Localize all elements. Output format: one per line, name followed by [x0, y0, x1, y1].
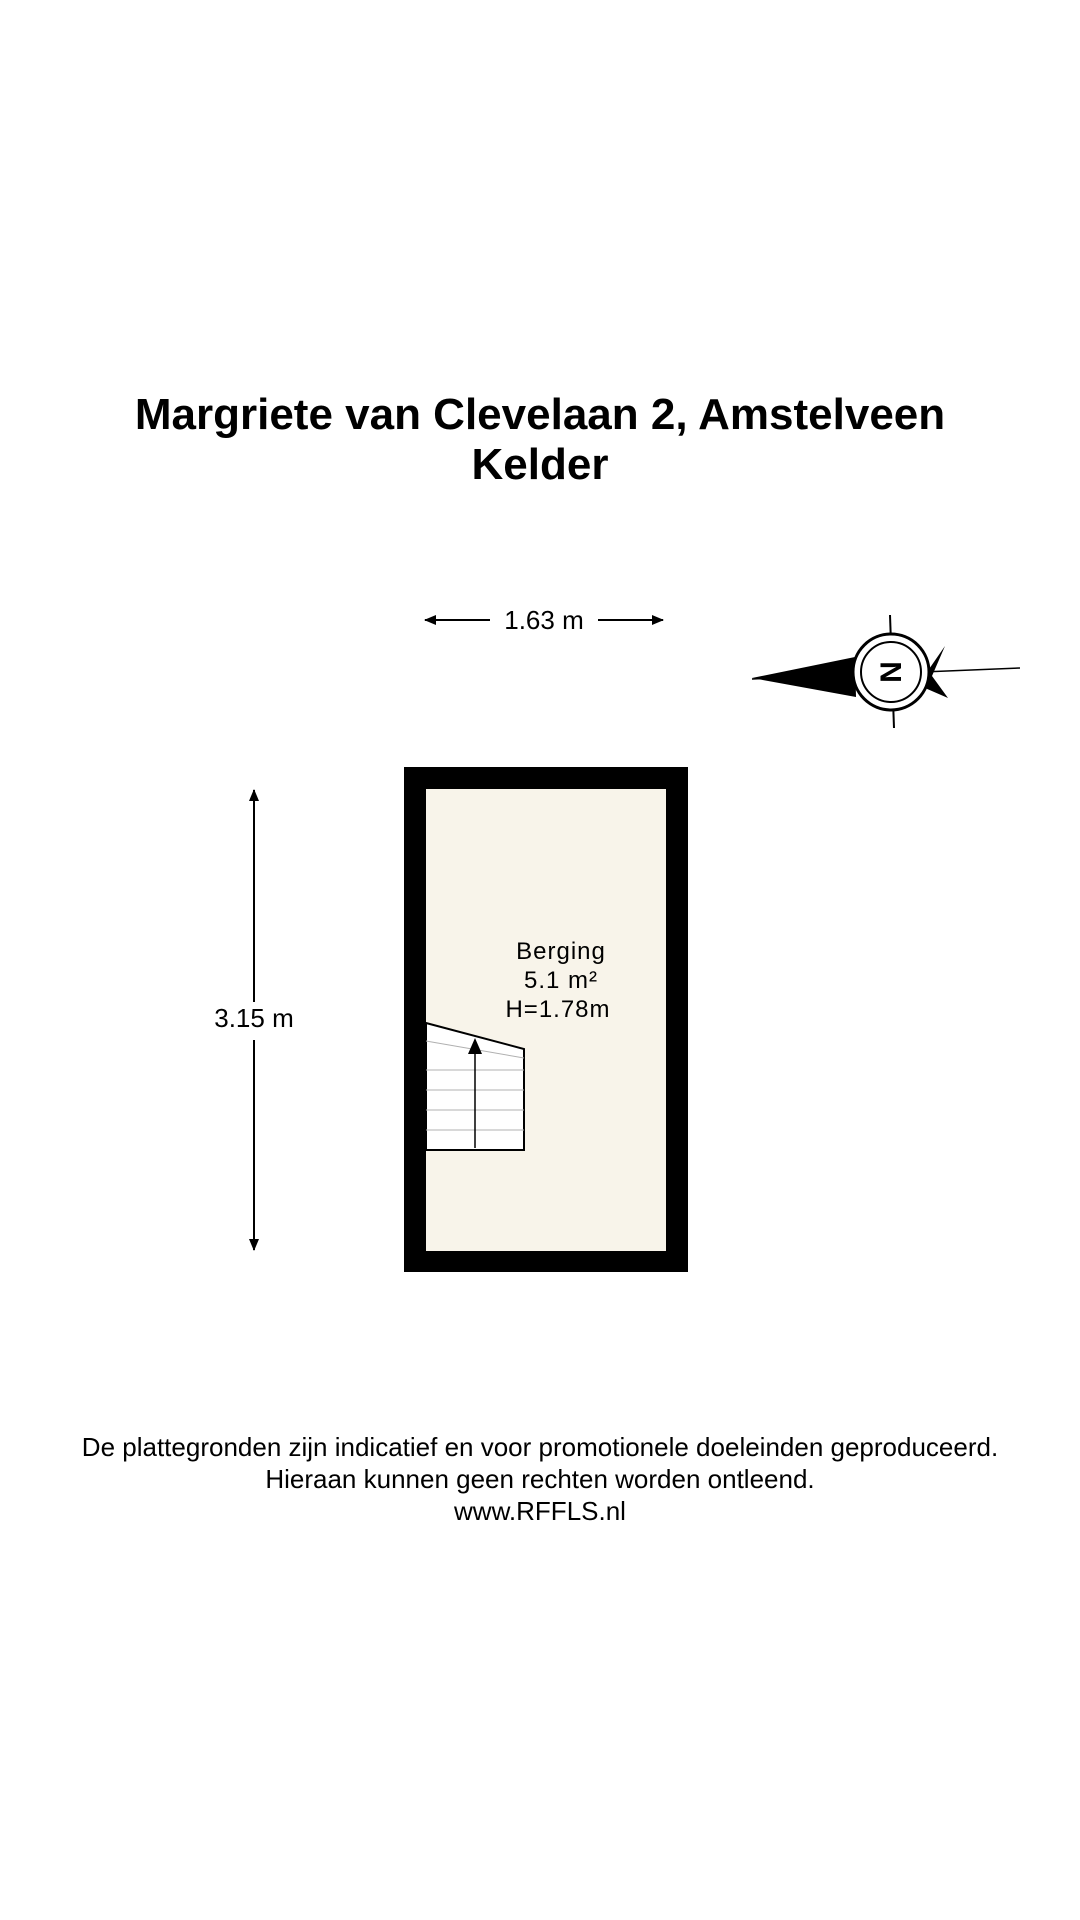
disclaimer-line-2: Hieraan kunnen geen rechten worden ontleend.	[265, 1464, 815, 1494]
compass-letter: N	[875, 661, 908, 683]
disclaimer-line-1: De plattegronden zijn indicatief en voor promotionele doeleinden geproduceerd.	[81, 1432, 999, 1462]
north-arrow-compass-icon	[752, 615, 1020, 728]
website-link[interactable]: www.RFFLS.nl	[454, 1496, 626, 1526]
room-name: Berging	[516, 938, 606, 965]
width-dimension	[425, 605, 663, 635]
floor-name: Kelder	[471, 440, 609, 489]
room-ceiling-height: H=1.78m	[505, 996, 611, 1023]
height-dimension-label: 3.15 m	[214, 1003, 294, 1033]
width-dimension-label: 1.63 m	[504, 605, 584, 635]
plan-title: Margriete van Clevelaan 2, Amstelveen	[134, 390, 946, 439]
height-dimension	[214, 790, 294, 1250]
room-area: 5.1 m²	[523, 967, 599, 994]
